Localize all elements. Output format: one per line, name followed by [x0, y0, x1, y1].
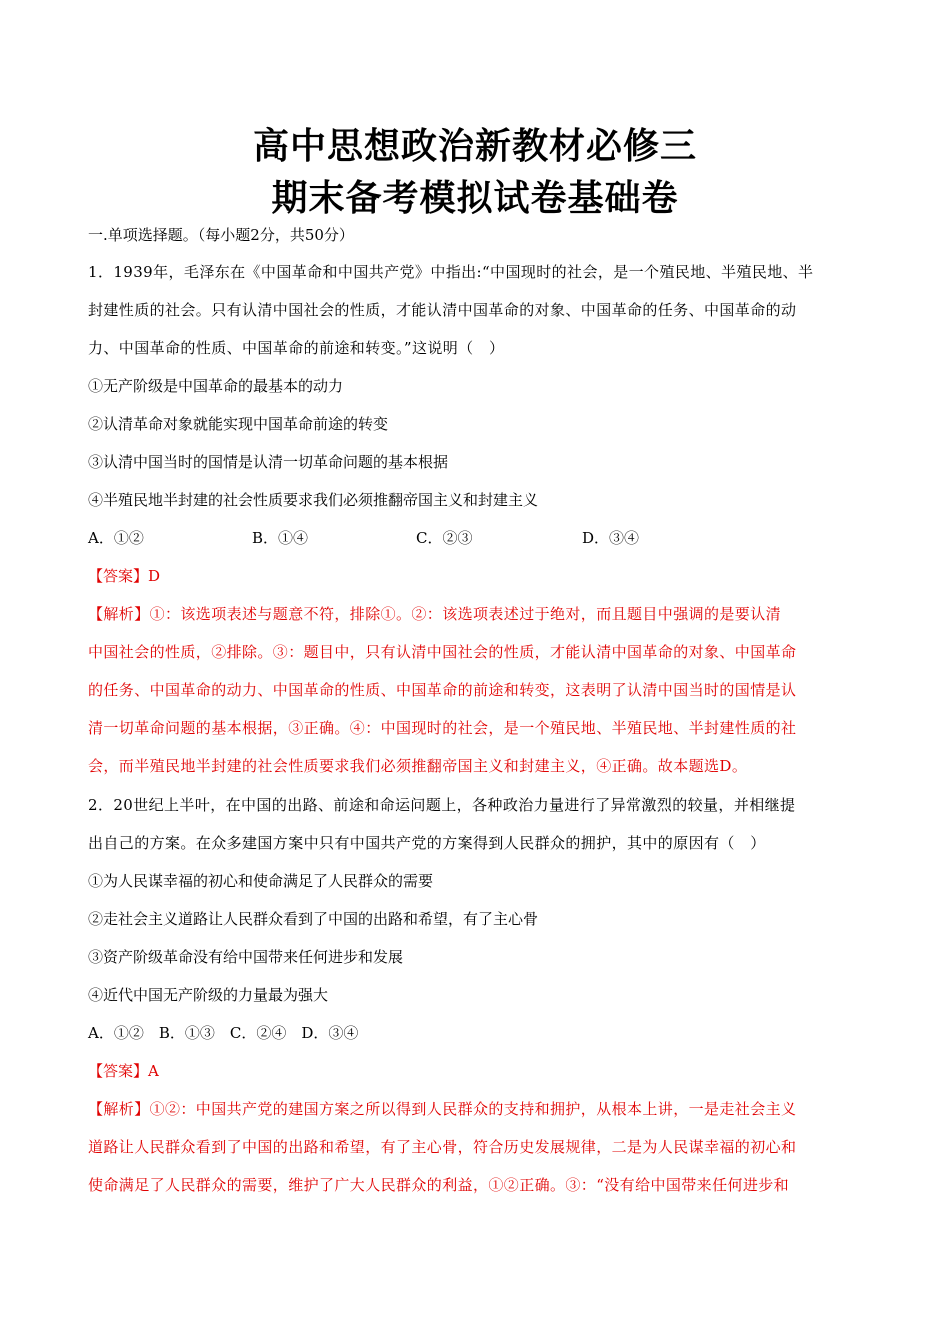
q2-stem-line-2: 出自己的方案。在众多建国方案中只有中国共产党的方案得到人民群众的拥护，其中的原因有（ ）	[88, 834, 766, 852]
q1-analysis-line-4: 清一切革命问题的基本根据，③正确。④：中国现时的社会，是一个殖民地、半殖民地、半封建性质的社	[88, 719, 797, 737]
q1-analysis-line-2: 中国社会的性质，②排除。③：题目中，只有认清中国社会的性质，才能认清中国革命的对象、中国革命	[88, 643, 797, 661]
q2-statement-1: ①为人民谋幸福的初心和使命满足了人民群众的需要	[88, 872, 434, 890]
q1-statement-2: ②认清革命对象就能实现中国革命前途的转变	[88, 415, 389, 433]
q2-statement-4: ④近代中国无产阶级的力量最为强大	[88, 986, 329, 1004]
q1-statement-1: ①无产阶级是中国革命的最基本的动力	[88, 377, 344, 395]
q1-analysis-line-1: 【解析】①：该选项表述与题意不符，排除①。②：该选项表述过于绝对，而且题目中强调的是要认清	[88, 605, 782, 623]
q1-stem-line-3: 力、中国革命的性质、中国革命的前途和转变。”这说明（ ）	[88, 339, 505, 357]
q1-option-b: B．①④	[252, 529, 309, 547]
q2-answer: 【答案】A	[88, 1062, 159, 1080]
q2-stem-line-1: 2．20世纪上半叶，在中国的出路、前途和命运问题上，各种政治力量进行了异常激烈的较量，并相继提	[88, 796, 796, 814]
q1-analysis-line-5: 会，而半殖民地半封建的社会性质要求我们必须推翻帝国主义和封建主义，④正确。故本题选D。	[88, 757, 748, 775]
section-header: 一.单项选择题。（每小题2分，共50分）	[88, 226, 354, 244]
document-title-line-2: 期末备考模拟试卷基础卷	[271, 178, 679, 219]
q1-option-c: C．②③	[416, 529, 473, 547]
q2-statement-3: ③资产阶级革命没有给中国带来任何进步和发展	[88, 948, 404, 966]
q2-options: A．①② B．①③ C．②④ D．③④	[88, 1024, 359, 1042]
q2-statement-2: ②走社会主义道路让人民群众看到了中国的出路和希望，有了主心骨	[88, 910, 539, 928]
q2-analysis-line-2: 道路让人民群众看到了中国的出路和希望，有了主心骨，符合历史发展规律，二是为人民谋幸福的初心和	[88, 1138, 797, 1156]
q2-analysis-line-3: 使命满足了人民群众的需要，维护了广大人民群众的利益，①②正确。③：“没有给中国带来任何进步和	[88, 1176, 790, 1194]
q1-option-d: D．③④	[582, 529, 640, 547]
q1-statement-3: ③认清中国当时的国情是认清一切革命问题的基本根据	[88, 453, 449, 471]
q2-analysis-line-1: 【解析】①②：中国共产党的建国方案之所以得到人民群众的支持和拥护，从根本上讲，一是走社会主义	[88, 1100, 797, 1118]
q1-stem-line-2: 封建性质的社会。只有认清中国社会的性质，才能认清中国革命的对象、中国革命的任务、中国革命的动	[88, 301, 797, 319]
q1-stem-line-1: 1．1939年，毛泽东在《中国革命和中国共产党》中指出:“中国现时的社会，是一个殖民地、半殖民地、半	[88, 263, 814, 281]
q1-answer: 【答案】D	[88, 567, 161, 585]
document-title-line-1: 高中思想政治新教材必修三	[252, 126, 697, 167]
q1-analysis-line-3: 的任务、中国革命的动力、中国革命的性质、中国革命的前途和转变，这表明了认清中国当时的国情是认	[88, 681, 797, 699]
q1-option-a: A．①②	[88, 529, 144, 547]
q1-statement-4: ④半殖民地半封建的社会性质要求我们必须推翻帝国主义和封建主义	[88, 491, 539, 509]
